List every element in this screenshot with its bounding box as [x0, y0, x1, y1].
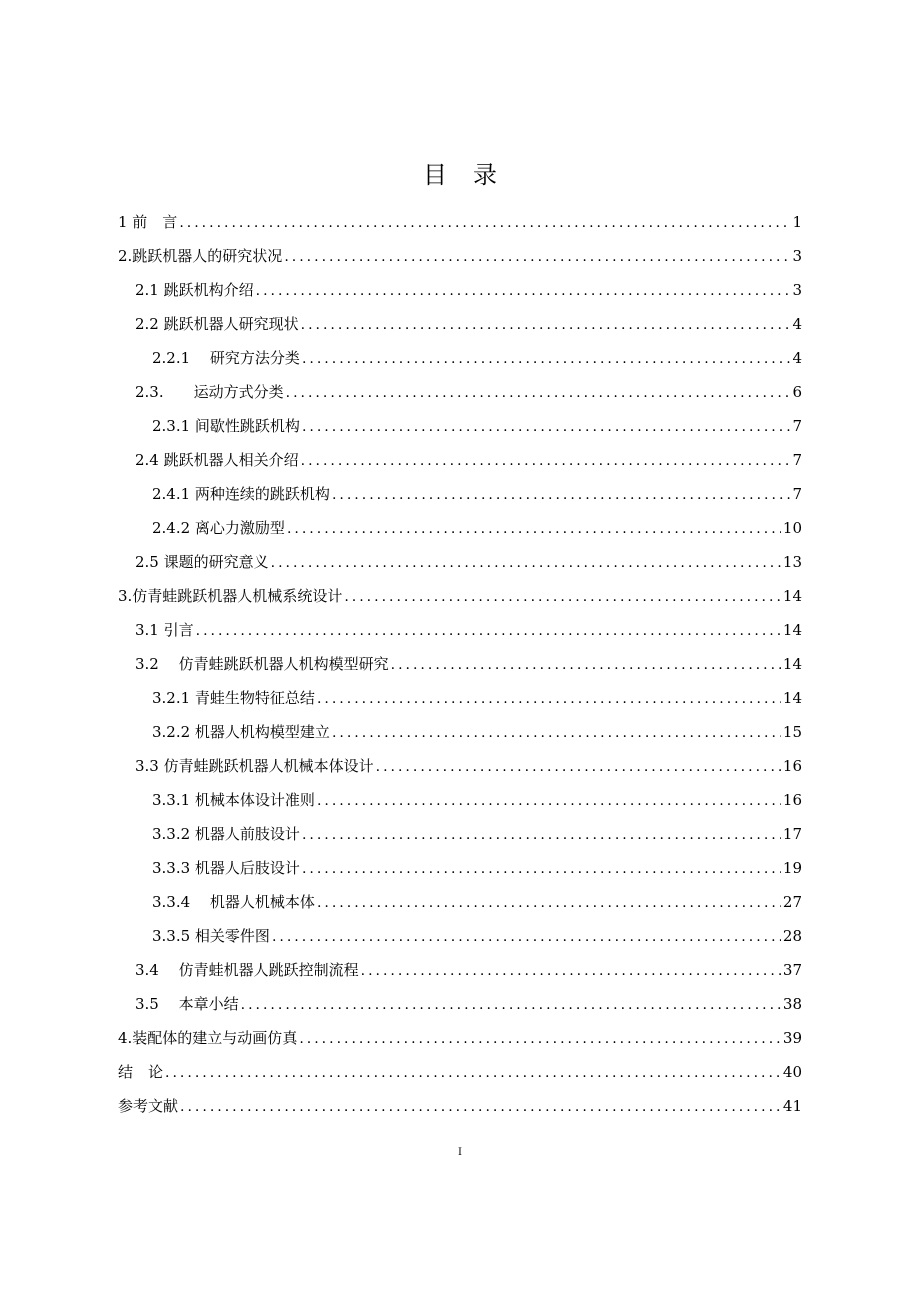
toc-entry-label: 2.3.1 间歇性跳跃机构 — [152, 417, 300, 435]
toc-entry-page-number: 38 — [782, 995, 802, 1013]
toc-entry-label: 2.2 跳跃机器人研究现状 — [135, 315, 299, 333]
toc-entry[interactable] — [118, 585, 802, 619]
toc-entry[interactable] — [118, 891, 802, 925]
toc-entry-page-number: 4 — [792, 349, 802, 367]
toc-entry-label: 3.2.1 青蛙生物特征总结 — [152, 689, 315, 707]
toc-entry[interactable] — [118, 1061, 802, 1095]
toc-dot-leader — [361, 963, 781, 979]
toc-dot-leader — [344, 589, 781, 605]
toc-entry-label: 2.2.1 研究方法分类 — [152, 349, 300, 367]
toc-entry[interactable] — [118, 925, 802, 959]
toc-entry-page-number: 10 — [782, 519, 802, 537]
toc-dot-leader — [180, 1099, 781, 1115]
toc-entry-label: 2.4.2 离心力激励型 — [152, 519, 285, 537]
toc-entry-page-number: 14 — [782, 621, 802, 639]
toc-entry[interactable] — [118, 279, 802, 313]
toc-dot-leader — [302, 827, 781, 843]
toc-entry-page-number: 14 — [782, 689, 802, 707]
toc-entry-label: 4.装配体的建立与动画仿真 — [118, 1029, 298, 1047]
toc-entry-page-number: 13 — [782, 553, 802, 571]
toc-entry-page-number: 7 — [792, 417, 802, 435]
toc-entry[interactable] — [118, 1095, 802, 1129]
toc-entry-label: 2.5 课题的研究意义 — [135, 553, 269, 571]
toc-dot-leader — [302, 861, 781, 877]
toc-dot-leader — [301, 317, 791, 333]
toc-entry-label: 2.3. 运动方式分类 — [135, 383, 284, 401]
toc-entry-page-number: 37 — [782, 961, 802, 979]
toc-entry-label: 3.3.1 机械本体设计准则 — [152, 791, 315, 809]
toc-entry-label: 3.3.5 相关零件图 — [152, 927, 270, 945]
toc-entry-label: 3.3.3 机器人后肢设计 — [152, 859, 300, 877]
toc-entry-page-number: 6 — [792, 383, 802, 401]
toc-entry-page-number: 39 — [782, 1029, 802, 1047]
toc-entry[interactable] — [118, 551, 802, 585]
toc-dot-leader — [317, 895, 781, 911]
toc-entry[interactable] — [118, 823, 802, 857]
toc-entry-page-number: 3 — [792, 281, 802, 299]
toc-entry-label: 2.1 跳跃机构介绍 — [135, 281, 254, 299]
toc-entry[interactable] — [118, 857, 802, 891]
toc-entry[interactable] — [118, 449, 802, 483]
toc-entry-label: 3.3.4 机器人机械本体 — [152, 893, 315, 911]
toc-dot-leader — [301, 453, 791, 469]
toc-entry-label: 3.4 仿青蛙机器人跳跃控制流程 — [135, 961, 359, 979]
toc-entry-label: 2.4 跳跃机器人相关介绍 — [135, 451, 299, 469]
toc-dot-leader — [165, 1065, 781, 1081]
toc-entry-label: 2.4.1 两种连续的跳跃机构 — [152, 485, 330, 503]
toc-entry-page-number: 27 — [782, 893, 802, 911]
toc-entry[interactable] — [118, 415, 802, 449]
toc-entry[interactable] — [118, 789, 802, 823]
toc-entry[interactable] — [118, 687, 802, 721]
toc-dot-leader — [299, 1031, 781, 1047]
toc-entry[interactable] — [118, 721, 802, 755]
toc-entry[interactable] — [118, 347, 802, 381]
toc-entry-page-number: 7 — [792, 485, 802, 503]
toc-entry-label: 3.2.2 机器人机构模型建立 — [152, 723, 330, 741]
toc-dot-leader — [272, 929, 781, 945]
toc-dot-leader — [179, 215, 790, 231]
toc-entry[interactable] — [118, 211, 802, 245]
toc-dot-leader — [317, 691, 781, 707]
toc-entry[interactable] — [118, 993, 802, 1027]
toc-dot-leader — [286, 385, 791, 401]
page-number: I — [458, 1147, 462, 1158]
toc-list — [118, 211, 802, 1129]
toc-dot-leader — [332, 487, 791, 503]
toc-dot-leader — [271, 555, 781, 571]
toc-entry[interactable] — [118, 1027, 802, 1061]
toc-entry-page-number: 17 — [782, 825, 802, 843]
toc-entry-label: 1 前 言 — [118, 213, 178, 231]
toc-dot-leader — [256, 283, 791, 299]
toc-entry-page-number: 4 — [792, 315, 802, 333]
toc-dot-leader — [391, 657, 781, 673]
toc-dot-leader — [302, 351, 791, 367]
toc-entry-label: 3.5 本章小结 — [135, 995, 239, 1013]
toc-entry-page-number: 28 — [782, 927, 802, 945]
toc-entry[interactable] — [118, 959, 802, 993]
toc-entry-page-number: 3 — [792, 247, 802, 265]
toc-entry[interactable] — [118, 381, 802, 415]
toc-entry-page-number: 16 — [782, 791, 802, 809]
toc-entry-page-number: 40 — [782, 1063, 802, 1081]
toc-entry-page-number: 1 — [792, 213, 802, 231]
toc-entry-label: 3.3.2 机器人前肢设计 — [152, 825, 300, 843]
toc-dot-leader — [196, 623, 781, 639]
toc-title: 目录 — [423, 161, 523, 189]
toc-dot-leader — [332, 725, 781, 741]
toc-dot-leader — [284, 249, 790, 265]
toc-entry-label: 3.1 引言 — [135, 621, 194, 639]
toc-entry-page-number: 14 — [782, 587, 802, 605]
toc-entry-page-number: 15 — [782, 723, 802, 741]
toc-entry[interactable] — [118, 517, 802, 551]
toc-entry-label: 3.仿青蛙跳跃机器人机械系统设计 — [118, 587, 343, 605]
toc-dot-leader — [241, 997, 781, 1013]
toc-entry[interactable] — [118, 653, 802, 687]
toc-dot-leader — [317, 793, 781, 809]
toc-entry-label: 2.跳跃机器人的研究状况 — [118, 247, 283, 265]
toc-entry-label: 结 论 — [118, 1063, 164, 1081]
toc-entry-page-number: 19 — [782, 859, 802, 877]
toc-entry-label: 3.3 仿青蛙跳跃机器人机械本体设计 — [135, 757, 374, 775]
toc-dot-leader — [302, 419, 791, 435]
toc-entry-label: 参考文献 — [118, 1097, 179, 1115]
toc-entry[interactable] — [118, 245, 802, 279]
toc-entry[interactable] — [118, 313, 802, 347]
toc-entry-page-number: 14 — [782, 655, 802, 673]
toc-entry-page-number: 16 — [782, 757, 802, 775]
toc-entry[interactable] — [118, 483, 802, 517]
toc-entry[interactable] — [118, 755, 802, 789]
toc-dot-leader — [376, 759, 781, 775]
toc-entry-page-number: 41 — [782, 1097, 802, 1115]
toc-entry-label: 3.2 仿青蛙跳跃机器人机构模型研究 — [135, 655, 389, 673]
toc-entry-page-number: 7 — [792, 451, 802, 469]
toc-entry[interactable] — [118, 619, 802, 653]
toc-dot-leader — [287, 521, 781, 537]
